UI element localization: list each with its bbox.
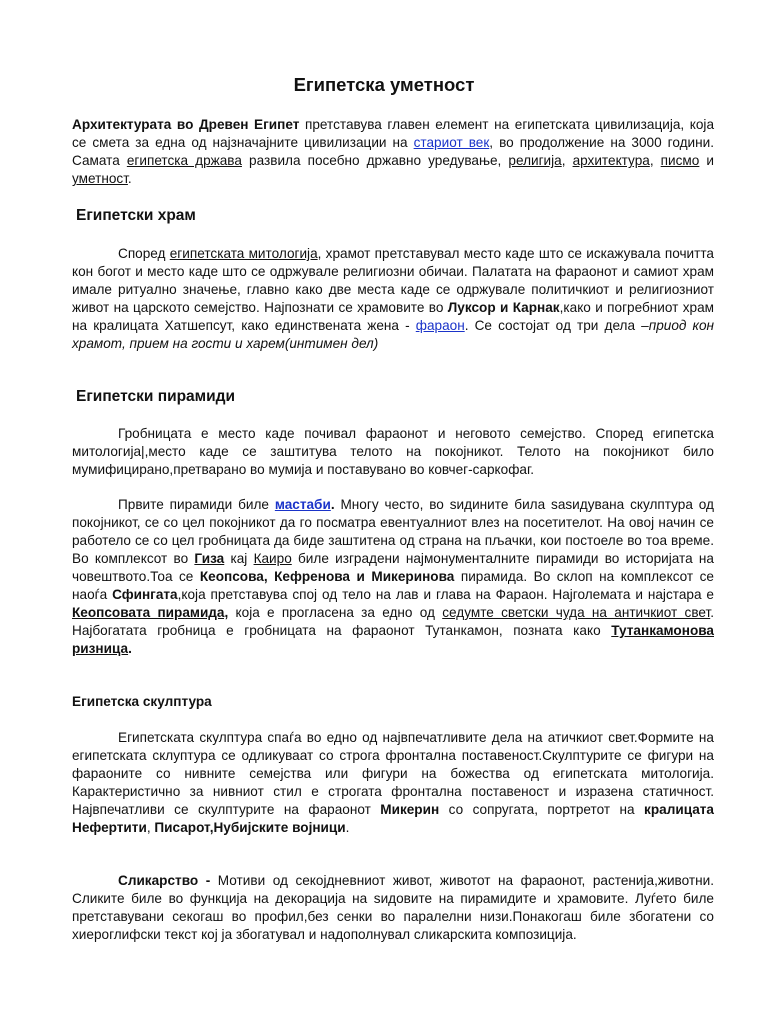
underlined-term: архитектура <box>572 153 650 168</box>
pyramids-paragraph-1: Гробницата е место каде почивал фараонот и неговото семејство. Според египетска митологија|,место каде се заштитува телото на покојникот. Телото на покојникот било мумифицирано,претварано во мумија и поставувано во ковчег-саркофаг. <box>72 426 714 477</box>
bold-term: кралицата Нефертити <box>72 802 714 835</box>
underlined-term: уметност <box>72 171 128 186</box>
bold-term: Микерин <box>380 802 440 817</box>
intro-text: , <box>649 153 661 168</box>
heading-pyramids: Египетски пирамиди <box>76 388 236 405</box>
pyramids-paragraph-2 <box>72 496 714 658</box>
temple-text: ,како и погребниот храм на кралицата Хатшепсут, како единствената жена - <box>72 300 714 333</box>
intro-text: , во продолжение на 3000 години. Самата <box>72 135 714 168</box>
intro-paragraph <box>72 116 714 188</box>
bold-underlined-term: Кеопсовата пирамида, <box>72 605 229 620</box>
heading-sculpture: Египетска скулптура <box>72 694 212 709</box>
bold-punct: . <box>330 497 335 512</box>
temple-text: . Се состојат од три дела – <box>464 318 649 333</box>
pyramids-text: која е прогласена за едно од <box>228 605 443 620</box>
bold-term: Кеопсова, Кефренова и Микеринова <box>199 569 455 584</box>
sculpture-text: . <box>345 820 350 835</box>
painting-paragraph <box>72 872 714 944</box>
intro-text: , <box>561 153 573 168</box>
pyramids-text: Првите пирамиди биле <box>118 497 275 512</box>
pyramids-text: кај <box>224 551 254 566</box>
temple-text: Според <box>118 246 170 261</box>
bold-term: Сфингата <box>112 587 178 602</box>
heading-temple: Египетски храм <box>76 207 196 224</box>
intro-text: . <box>127 171 132 186</box>
sculpture-text: , <box>146 820 155 835</box>
temple-text: , храмот претставувал место каде што се искажувала почитта кон богот и место каде што се одржувале религиозни обичаи. Палатата на фараонот и самиот храм имале ритуално значење, главно како две места каде се одржувале политичкиот и религиозниот живот на царското семејство. Најпознати се храмовите во <box>72 246 714 315</box>
link-faraon[interactable]: фараон <box>415 318 465 333</box>
underlined-term: египетската митологија <box>169 246 318 261</box>
intro-text: претставува главен елемент на египетската цивилизација, која се смета за една од најзначајните цивилизации на <box>72 117 714 150</box>
underlined-term: религија <box>508 153 562 168</box>
pyramids-text: биле изградени најмонументалните пирамиди во историјата на човештвото.Тоа се <box>72 551 714 584</box>
italic-text: приод кон храмот, прием на гости и харем(интимен дел) <box>72 318 714 351</box>
document-title: Египетска уметност <box>293 74 475 95</box>
intro-bold-term: Архитектурата во Древен Египет <box>72 117 300 132</box>
pyramids-text: пирамида. Во склоп на комплексот се наоѓа <box>72 569 714 602</box>
underlined-term: писмо <box>660 153 700 168</box>
bold-underlined-term: Гиза <box>194 551 225 566</box>
bold-term: Сликарство - <box>118 873 211 888</box>
bold-punct: . <box>128 641 132 656</box>
pyramids-text: ,која претставува спој од тело на лав и глава на Фараон. Најголемата и најстара е <box>177 587 714 602</box>
underlined-term: седумте светски чуда на античкиот свет <box>442 605 711 620</box>
link-mastabi[interactable]: мастаби <box>274 497 331 512</box>
pyramids-text: Многу често, во ѕидините била ѕаѕидувана скулптура од покојникот, се со цел покојникот да го посматра евентуалниот влез на посетителот. На овој начин се работело се со цел гробницата да биде заштитена од страна на пљачки, кои постоеле во тоа време. Во комплексот во <box>72 497 714 566</box>
intro-text: и <box>699 153 714 168</box>
link-stariot-vek[interactable]: стариот век <box>413 135 490 150</box>
temple-paragraph <box>72 245 714 353</box>
underlined-term: египетска држава <box>126 153 242 168</box>
bold-term: Писарот,Нубијските војници <box>154 820 346 835</box>
painting-text: Мотиви од секојдневниот живот, животот на фараонот, растенија,животни. Сликите биле во функција на декорација на ѕидовите на пирамидите и храмовите. Луѓето биле претставувани секогаш во профил,без сенки во паралелни низи.Понакогаш биле збогатени со хиероглифски текст кој ја збогатувал и надополнувал сликарскита композиција. <box>72 873 714 942</box>
sculpture-text: Египетската скулптура спаѓа во едно од највпечатливите дела на атичкиот свет.Формите на египетската склуптура се одликуваат со строга фронтална поставеност.Скулптурите се фигури на фараоните со нивните семејства или фигури на божества од египетската митологија. Карактеристично за нивниот стил е строгата фронтална поставеност и изразена статичност. Највпечатливи се скулптурите на фараонот <box>72 730 714 817</box>
bold-term: Луксор и Карнак <box>447 300 560 315</box>
bold-underlined-term: Тутанкамонова ризница <box>72 623 714 656</box>
pyramids-text: . Најбогатата гробница е гробницата на фараонот Тутанкамон, позната како <box>72 605 714 638</box>
intro-text: развила посебно државно уредување, <box>241 153 509 168</box>
underlined-term: Каиро <box>253 551 292 566</box>
sculpture-paragraph <box>72 729 714 837</box>
sculpture-text: со сопругата, портретот на <box>439 802 645 817</box>
